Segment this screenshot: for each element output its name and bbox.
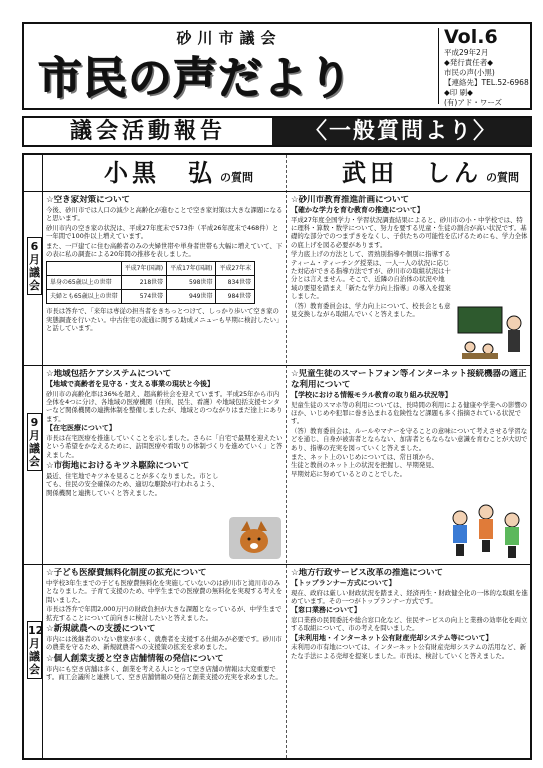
article-subtitle: 【地域で高齢者を見守る・支える事業の現状と今後】	[46, 380, 214, 388]
household-stats-table	[46, 261, 255, 304]
table-header: 平成27年末	[216, 262, 255, 276]
row-divider-2	[24, 564, 530, 565]
classroom-illustration	[456, 305, 528, 361]
article-text: 市内にも空き店舗は多く、創業を考える人にとって空き店舗の情報は大変重要です。商工会議所と連携して、空き店舗情報の発信と創業支援の充実を求めました。	[46, 664, 282, 682]
article-text: 砂川市内の空き家の状況は、平成27年度末で573件（平成26年度末で468件）と一年間で100件以上増えています。	[46, 223, 279, 241]
article-subtitle: 【確かな学力を育む教育の推進について】	[291, 206, 424, 214]
table-row	[47, 276, 255, 290]
article-admin-reform	[291, 568, 529, 758]
article-vacant-houses	[46, 195, 283, 363]
article-text: 未利用の市有地については、インターネット公有財産売却システムの活用など、新たな手法による売却を提案しました。市長は、検討していくと答えました。	[291, 643, 527, 660]
member-name-takeda: 武田 しん の質問	[342, 159, 519, 187]
issue-date: 平成29年2月	[444, 48, 489, 57]
header-divider	[24, 191, 530, 192]
article-text: 市長は答弁で年間2,000万円の財政負担が大きな課題となっているが、中学生まで拡充することについて前向きに検討したいと答えました。	[46, 605, 282, 622]
article-title: ☆地域包括ケアシステムについて	[46, 369, 172, 379]
table-header	[47, 262, 122, 276]
banner-right: 〈一般質問より〉	[272, 118, 530, 145]
article-text: 現在、政府は厳しい財政状況を踏まえ、経済再生・財政健全化の一体的な取組を進めています。その一つがトップランナー方式です。	[291, 588, 528, 605]
article-subtitle: 【在宅医療について】	[46, 424, 116, 433]
content-grid	[22, 153, 532, 760]
banner-left: 議会活動報告	[69, 119, 226, 144]
article-text: 最近、住宅地でキツネを見ることが多くなりました。市としても、住民の安全確保のため、適切な駆除が行われるよう、関係機関と連携していくと答えました。	[46, 472, 219, 497]
article-text: 窓口業務の民間委託や総合窓口化など、住民サービスの向上と業務の効率化を両立する取組について、市の考えを問いました。	[291, 616, 528, 633]
article-title: ☆児童生徒のスマートフォン等インターネット接続機器の適正な利用について	[291, 369, 527, 390]
article-subtitle: 【トップランナー方式について】	[291, 579, 396, 587]
article-text: 市内には後継者のいない農家が多く、就農者を支援する仕組みが必要です。砂川市の農業を守るため、新規就農者への支援策の拡充を求めました。	[46, 635, 282, 652]
table-cell: 984世帯	[216, 290, 255, 304]
article-text: 今後、砂川市では人口の減少と高齢化が進むことで空き家対策は大きな課題になると思います。	[46, 206, 283, 223]
table-cell: 834世帯	[216, 276, 255, 290]
masthead	[22, 22, 532, 110]
month-label-september: 9月議会	[27, 413, 42, 471]
article-text: また、一戸建てに住む高齢者のみの夫婦世帯や単身者世帯も大幅に増えていて、下の表に私の調査による20年間の推移を表しました。	[46, 241, 283, 259]
article-text: 市長は在宅医療を推進していくことを示しました。さらに「自宅で最期を迎えたいという希望をかなえるために、訪問医療や看取りの体制づくりを進めていく」と答えました。	[46, 433, 283, 459]
month-label-december: 12月議会	[27, 621, 42, 679]
month-label-june: 6月議会	[27, 237, 42, 295]
center-divider	[286, 155, 287, 758]
article-title: ☆新規就農への支援について	[46, 624, 156, 635]
issue-info	[444, 26, 532, 108]
member-names	[42, 155, 530, 191]
table-cell: 949世帯	[167, 290, 216, 304]
masthead-divider	[438, 28, 439, 104]
publisher-label: ◆発行責任者◆	[444, 58, 494, 67]
article-subtitle: 【学校における情報モラル教育の取り組み状況等】	[291, 391, 452, 399]
article-text: （答）教育委員会は、学力向上について、校長会とも意見交換しながら取組んでいくと答えました。	[291, 301, 451, 319]
article-title: ☆空き家対策について	[46, 195, 130, 205]
article-text: 中学校3年生までの子ども医療費無料化を実施していないのは砂川市と滝川市のみとなりました。子育て支援のため、中学生までの医療費の無料化を実現する考えを問いました。	[46, 579, 283, 604]
member-name-ooguro: 小黒 弘 の質問	[104, 159, 253, 187]
article-text: 学力底上げの方法として、習熟別指導や個別に指導するティーム・ティーチング授業は、一人一人の状況に応じた対応ができる指導方法ですが、砂川市の取組状況は十分とは言えません。そこで、近隣の自治体の状況や地域の要望を踏まえ「新たな学力向上指導」の導入を提案しました。	[291, 250, 451, 301]
row-divider-1	[24, 365, 530, 366]
table-cell: 単身の65歳以上の世帯	[47, 276, 122, 290]
volume-number: Vol.6	[444, 26, 498, 48]
publisher: 市民の声(小黒)	[444, 68, 495, 77]
article-title: ☆子ども医療費無料化制度の拡充について	[46, 568, 207, 578]
fox-illustration	[229, 517, 281, 559]
children-smartphone-illustration	[444, 500, 528, 560]
article-text: 児童生徒のスマホ等の利用については、長時間の利用による健康や学業への影響のほか、いじめや犯罪に巻き込まれる危険性など課題も多く指摘されている状況です。	[291, 400, 528, 426]
month-column-divider	[42, 155, 43, 758]
table-row	[47, 290, 255, 304]
article-subtitle: 【未利用地・インターネット公有財産売却システム等について】	[291, 633, 493, 642]
article-subtitle: 【窓口業務について】	[291, 606, 361, 615]
table-cell: 598世帯	[167, 276, 216, 290]
article-title: ☆個人創業支援と空き店舗情報の発信について	[46, 653, 224, 664]
table-header: 平成7年(国調)	[121, 262, 167, 276]
article-title: ☆市街地におけるキツネ駆除について	[46, 461, 190, 472]
article-text: また、ネット上のいじめについては、常日頃から、生徒と教員のネット上の状況を把握し、早期発見、早期対応に努めているとのことでした。	[291, 453, 438, 478]
article-text: （答）教育委員会は、ルールやマナーを守ることの意味について考えさせる学習などを通じ、自身が被害者とならない、加害者ともならない意識を育むことが大切であり、指導の充実を図っていくと答えました。	[291, 426, 528, 452]
table-cell: 574世帯	[121, 290, 167, 304]
article-child-medical	[46, 568, 283, 758]
printer-label: ◆印 刷◆	[444, 88, 473, 97]
table-header: 平成17年(国調)	[167, 262, 216, 276]
article-text: 市長は答弁で、「来年は専従の担当者をきちっとつけて、しっかり歩いて空き家の実態調査を行いたい。中古住宅の流通に関する助成メニューも早期に検討したい」と話しています。	[46, 307, 283, 333]
article-text: 平成27年度全国学力・学習状況調査結果によると、砂川市の小・中学校では、特に理科・算数・数学について、努力を要する児童・生徒の割合が高い状況です。基礎的な部分でのつまずきをなくし、子供たちの可能性を広げるためにも、学力全体の底上げを図る必要があります。	[291, 215, 528, 249]
printer: (有)アド・ワーズ	[444, 98, 502, 107]
article-title: ☆砂川市教育推進計画について	[291, 195, 409, 205]
table-cell: 218世帯	[121, 276, 167, 290]
table-cell: 夫婦とも65歳以上の世帯	[47, 290, 122, 304]
article-title: ☆地方行政サービス改革の推進について	[291, 568, 443, 578]
contact: 【連絡先】TEL.52-6968	[444, 78, 529, 87]
article-text: 砂川市の高齢化率は36%を超え、超高齢社会を迎えています。平成25年から市内全体を4つに分け、各地域の医療機関（住所、民生、看護）や地域包括支援センターなど関係機関の連携体制を整備しましたが、地域とのつながりはまだ途上にあります。	[46, 389, 283, 423]
section-banner	[22, 116, 532, 147]
newsletter-title: 市民の声だより	[38, 53, 353, 104]
council-name: 砂川市議会	[176, 29, 282, 47]
